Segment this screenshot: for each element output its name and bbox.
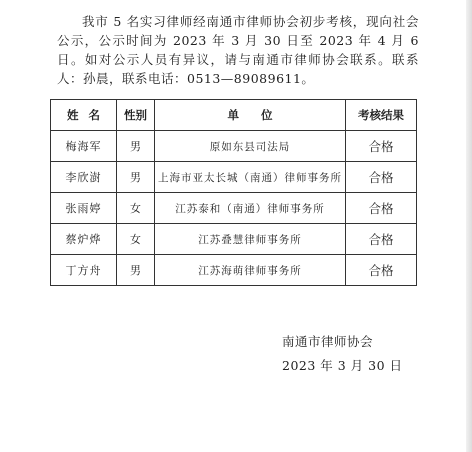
cell-org: 江苏泰和（南通）律师事务所 — [155, 193, 346, 224]
table-row — [51, 193, 417, 224]
cell-org: 江苏叠慧律师事务所 — [155, 224, 346, 255]
cell-name: 李欣澍 — [51, 162, 117, 193]
cell-name: 梅海军 — [51, 131, 117, 162]
cell-gender: 女 — [117, 193, 155, 224]
header-name: 姓名 — [51, 100, 117, 131]
cell-result: 合格 — [346, 255, 417, 286]
cell-result: 合格 — [346, 224, 417, 255]
cell-name: 张雨婷 — [51, 193, 117, 224]
table-row — [51, 224, 417, 255]
table-header-row — [51, 100, 417, 131]
cell-gender: 男 — [117, 255, 155, 286]
results-table — [50, 99, 417, 286]
cell-org: 原如东县司法局 — [155, 131, 346, 162]
table-row — [51, 131, 417, 162]
signature-org: 南通市律师协会 — [282, 334, 374, 349]
cell-gender: 男 — [117, 131, 155, 162]
cell-name: 丁方舟 — [51, 255, 117, 286]
cell-gender: 男 — [117, 162, 155, 193]
signature-block — [282, 330, 403, 378]
cell-result: 合格 — [346, 162, 417, 193]
cell-result: 合格 — [346, 193, 417, 224]
announcement-text: 我市 5 名实习律师经南通市律师协会初步考核，现向社会公示，公示时间为 2023 年 3 月 30 日至 2023 年 4 月 6 日。如对公示人员有异议，请与南通市律师协会联系。联系人：孙晨，联系电话：0513—89089611。 — [57, 14, 419, 86]
cell-name: 蔡炉烨 — [51, 224, 117, 255]
table-row — [51, 162, 417, 193]
cell-gender: 女 — [117, 224, 155, 255]
cell-org: 江苏海萌律师事务所 — [155, 255, 346, 286]
cell-org: 上海市亚太长城（南通）律师事务所 — [155, 162, 346, 193]
cell-result: 合格 — [346, 131, 417, 162]
announcement-paragraph — [57, 12, 419, 88]
page-edge-shadow — [466, 0, 472, 452]
header-org: 单位 — [155, 100, 346, 131]
table-row — [51, 255, 417, 286]
header-gender: 性别 — [117, 100, 155, 131]
header-result: 考核结果 — [346, 100, 417, 131]
signature-date: 2023 年 3 月 30 日 — [282, 358, 403, 373]
